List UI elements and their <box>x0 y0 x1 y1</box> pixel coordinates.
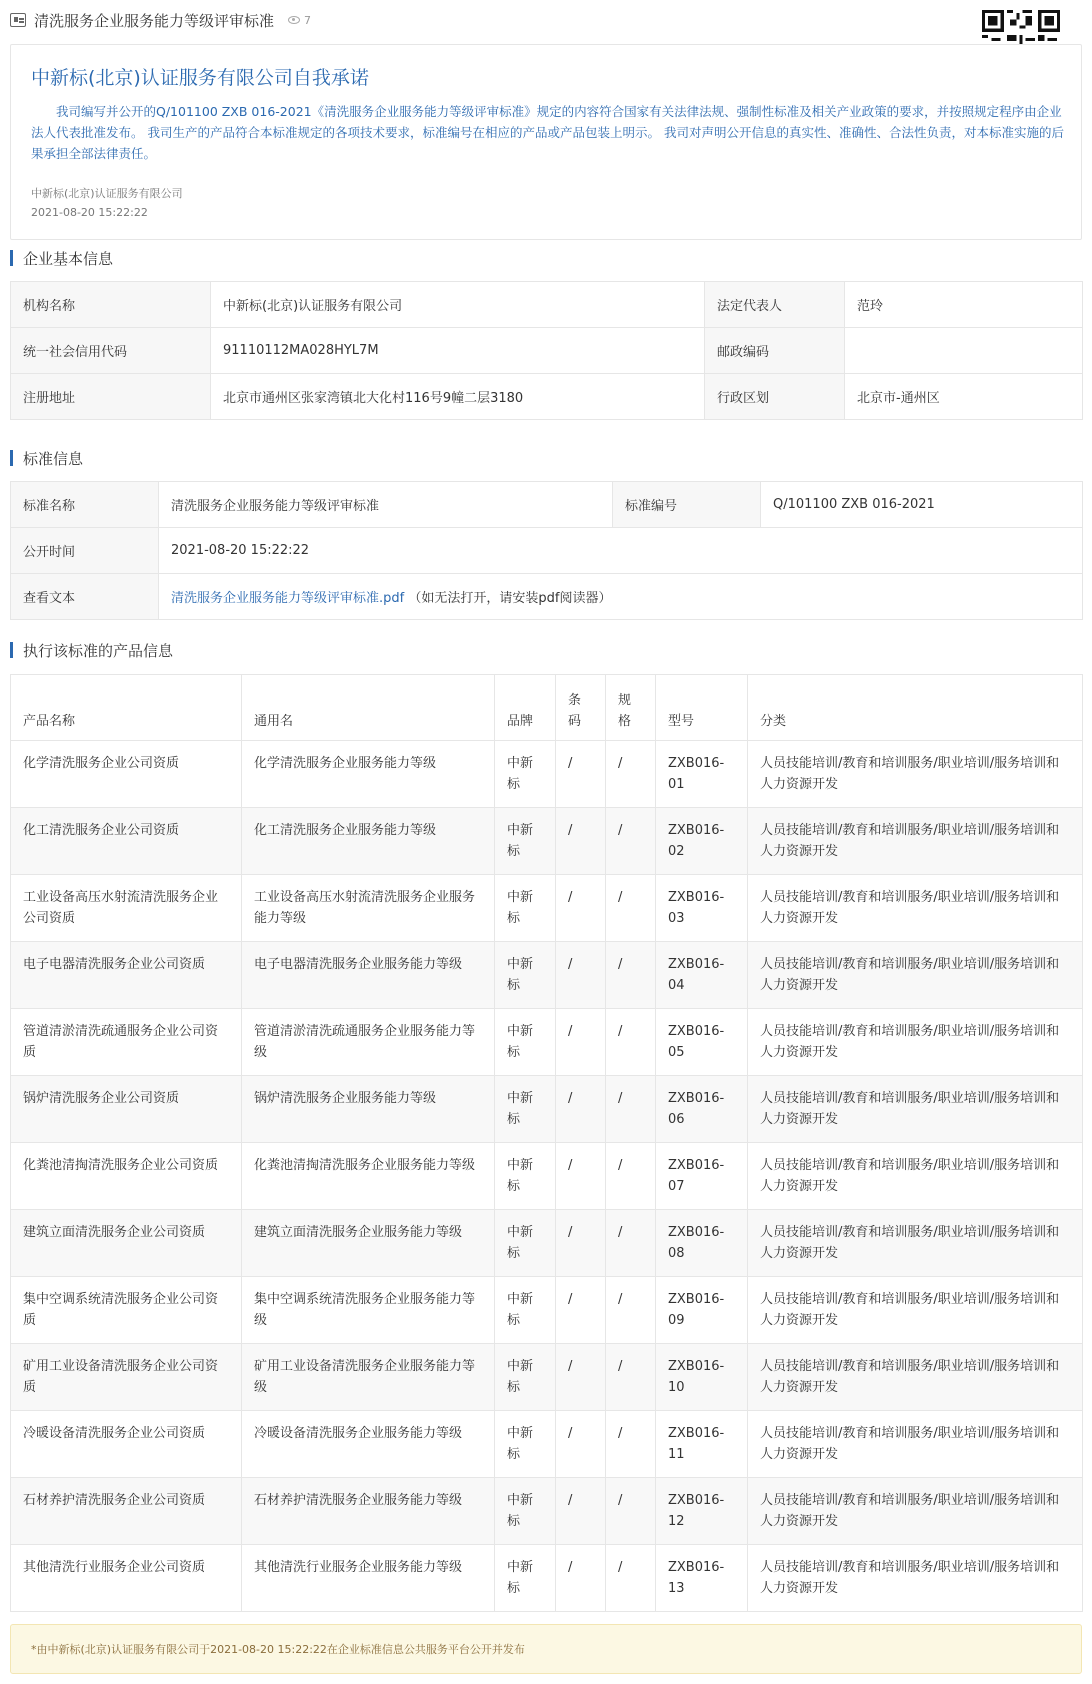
spec: / <box>606 808 656 875</box>
barcode: / <box>556 875 606 942</box>
org-name-label: 机构名称 <box>11 282 211 328</box>
publish-footnote <box>10 1624 1082 1674</box>
table-row <box>11 1076 1083 1143</box>
section-enterprise-heading <box>10 247 113 269</box>
spec: / <box>606 1277 656 1344</box>
common-name: 石材养护清洗服务企业服务能力等级 <box>242 1478 495 1545</box>
model: ZXB016-06 <box>656 1076 748 1143</box>
document-icon <box>10 13 26 27</box>
postcode-value <box>845 328 1083 374</box>
products-table <box>10 674 1083 1612</box>
spec: / <box>606 1411 656 1478</box>
pdf-hint: （如无法打开，请安装pdf阅读器） <box>408 591 612 606</box>
model: ZXB016-11 <box>656 1411 748 1478</box>
category: 人员技能培训/教育和培训服务/职业培训/服务培训和人力资源开发 <box>748 1076 1083 1143</box>
common-name: 管道清淤清洗疏通服务企业服务能力等级 <box>242 1009 495 1076</box>
org-name-value: 中新标(北京)认证服务有限公司 <box>211 282 705 328</box>
spec: / <box>606 1143 656 1210</box>
common-name: 化工清洗服务企业服务能力等级 <box>242 808 495 875</box>
product-name: 锅炉清洗服务企业公司资质 <box>11 1076 242 1143</box>
col-spec: 规格 <box>606 675 656 741</box>
col-model: 型号 <box>656 675 748 741</box>
table-row <box>11 328 1083 374</box>
table-row <box>11 808 1083 875</box>
table-row <box>11 1210 1083 1277</box>
product-name: 电子电器清洗服务企业公司资质 <box>11 942 242 1009</box>
model: ZXB016-04 <box>656 942 748 1009</box>
product-name: 石材养护清洗服务企业公司资质 <box>11 1478 242 1545</box>
barcode: / <box>556 1545 606 1612</box>
section-products-heading <box>10 639 173 661</box>
table-row <box>11 1344 1083 1411</box>
category: 人员技能培训/教育和培训服务/职业培训/服务培训和人力资源开发 <box>748 1143 1083 1210</box>
table-row <box>11 482 1083 528</box>
col-category: 分类 <box>748 675 1083 741</box>
category: 人员技能培训/教育和培训服务/职业培训/服务培训和人力资源开发 <box>748 741 1083 808</box>
product-name: 化粪池清掏清洗服务企业公司资质 <box>11 1143 242 1210</box>
standard-info-table <box>10 481 1083 620</box>
legal-rep-label: 法定代表人 <box>705 282 845 328</box>
standard-number-label: 标准编号 <box>613 482 761 528</box>
region-value: 北京市-通州区 <box>845 374 1083 420</box>
credit-code-value: 91110112MA028HYL7M <box>211 328 705 374</box>
product-name: 冷暖设备清洗服务企业公司资质 <box>11 1411 242 1478</box>
category: 人员技能培训/教育和培训服务/职业培训/服务培训和人力资源开发 <box>748 1009 1083 1076</box>
barcode: / <box>556 1143 606 1210</box>
product-name: 集中空调系统清洗服务企业公司资质 <box>11 1277 242 1344</box>
common-name: 化学清洗服务企业服务能力等级 <box>242 741 495 808</box>
view-count-value: 7 <box>304 13 312 27</box>
pledge-title: 中新标(北京)认证服务有限公司自我承诺 <box>31 67 369 89</box>
common-name: 矿用工业设备清洗服务企业服务能力等级 <box>242 1344 495 1411</box>
product-name: 工业设备高压水射流清洗服务企业公司资质 <box>11 875 242 942</box>
brand: 中新标 <box>495 1545 556 1612</box>
barcode: / <box>556 942 606 1009</box>
brand: 中新标 <box>495 1210 556 1277</box>
eye-icon <box>288 16 300 24</box>
spec: / <box>606 1076 656 1143</box>
pledge-body: 我司编写并公开的Q/101100 ZXB 016-2021《清洗服务企业服务能力等级评审标准》规定的内容符合国家有关法律法规、强制性标准及相关产业政策的要求，并按照规定程序由企业法人代表批准发布。 我司生产的产品符合本标准规定的各项技术要求，标准编号在相应的产品或产品包装上明示。 我司对声明公开信息的真实性、准确性、合法性负责，对本标准实施的后果承担全部法律责任。 <box>31 104 1064 161</box>
postcode-label: 邮政编码 <box>705 328 845 374</box>
brand: 中新标 <box>495 875 556 942</box>
model: ZXB016-12 <box>656 1478 748 1545</box>
barcode: / <box>556 1277 606 1344</box>
product-name: 化学清洗服务企业公司资质 <box>11 741 242 808</box>
table-row <box>11 1478 1083 1545</box>
common-name: 集中空调系统清洗服务企业服务能力等级 <box>242 1277 495 1344</box>
self-pledge-panel <box>10 44 1082 240</box>
category: 人员技能培训/教育和培训服务/职业培训/服务培训和人力资源开发 <box>748 1545 1083 1612</box>
spec: / <box>606 942 656 1009</box>
table-row <box>11 374 1083 420</box>
address-value: 北京市通州区张家湾镇北大化村116号9幢二层3180 <box>211 374 705 420</box>
barcode: / <box>556 1076 606 1143</box>
common-name: 建筑立面清洗服务企业服务能力等级 <box>242 1210 495 1277</box>
section-marker <box>10 450 13 466</box>
barcode: / <box>556 741 606 808</box>
enterprise-info-table <box>10 281 1083 420</box>
spec: / <box>606 1210 656 1277</box>
common-name: 冷暖设备清洗服务企业服务能力等级 <box>242 1411 495 1478</box>
common-name: 其他清洗行业服务企业服务能力等级 <box>242 1545 495 1612</box>
section-title: 执行该标准的产品信息 <box>23 641 174 660</box>
model: ZXB016-05 <box>656 1009 748 1076</box>
col-brand: 品牌 <box>495 675 556 741</box>
spec: / <box>606 1009 656 1076</box>
category: 人员技能培训/教育和培训服务/职业培训/服务培训和人力资源开发 <box>748 808 1083 875</box>
barcode: / <box>556 1411 606 1478</box>
section-standard-heading <box>10 447 83 469</box>
spec: / <box>606 741 656 808</box>
table-header-row <box>11 675 1083 741</box>
standard-name-label: 标准名称 <box>11 482 159 528</box>
standard-name-value: 清洗服务企业服务能力等级评审标准 <box>159 482 613 528</box>
table-row <box>11 1545 1083 1612</box>
pledge-company: 中新标(北京)认证服务有限公司 <box>31 187 183 200</box>
category: 人员技能培训/教育和培训服务/职业培训/服务培训和人力资源开发 <box>748 1344 1083 1411</box>
col-product-name: 产品名称 <box>11 675 242 741</box>
brand: 中新标 <box>495 741 556 808</box>
table-row <box>11 1277 1083 1344</box>
table-row <box>11 282 1083 328</box>
barcode: / <box>556 1478 606 1545</box>
category: 人员技能培训/教育和培训服务/职业培训/服务培训和人力资源开发 <box>748 1210 1083 1277</box>
section-title: 标准信息 <box>23 449 84 468</box>
product-name: 管道清淤清洗疏通服务企业公司资质 <box>11 1009 242 1076</box>
table-row <box>11 741 1083 808</box>
model: ZXB016-08 <box>656 1210 748 1277</box>
model: ZXB016-03 <box>656 875 748 942</box>
barcode: / <box>556 1344 606 1411</box>
common-name: 锅炉清洗服务企业服务能力等级 <box>242 1076 495 1143</box>
category: 人员技能培训/教育和培训服务/职业培训/服务培训和人力资源开发 <box>748 1478 1083 1545</box>
brand: 中新标 <box>495 808 556 875</box>
col-barcode: 条码 <box>556 675 606 741</box>
category: 人员技能培训/教育和培训服务/职业培训/服务培训和人力资源开发 <box>748 1277 1083 1344</box>
brand: 中新标 <box>495 942 556 1009</box>
page-title: 清洗服务企业服务能力等级评审标准 <box>34 11 275 30</box>
common-name: 工业设备高压水射流清洗服务企业服务能力等级 <box>242 875 495 942</box>
publish-time-value: 2021-08-20 15:22:22 <box>159 528 1083 574</box>
table-row <box>11 1411 1083 1478</box>
section-marker <box>10 642 13 658</box>
legal-rep-value: 范玲 <box>845 282 1083 328</box>
credit-code-label: 统一社会信用代码 <box>11 328 211 374</box>
spec: / <box>606 1344 656 1411</box>
pdf-download-link[interactable]: 清洗服务企业服务能力等级评审标准.pdf <box>171 591 405 606</box>
model: ZXB016-02 <box>656 808 748 875</box>
brand: 中新标 <box>495 1478 556 1545</box>
region-label: 行政区划 <box>705 374 845 420</box>
product-name: 矿用工业设备清洗服务企业公司资质 <box>11 1344 242 1411</box>
view-count <box>288 14 311 27</box>
product-name: 其他清洗行业服务企业公司资质 <box>11 1545 242 1612</box>
table-row <box>11 875 1083 942</box>
model: ZXB016-13 <box>656 1545 748 1612</box>
spec: / <box>606 1545 656 1612</box>
view-text-cell <box>159 574 1083 620</box>
top-bar <box>10 8 311 32</box>
spec: / <box>606 875 656 942</box>
table-row <box>11 1143 1083 1210</box>
common-name: 化粪池清掏清洗服务企业服务能力等级 <box>242 1143 495 1210</box>
col-common-name: 通用名 <box>242 675 495 741</box>
section-marker <box>10 250 13 266</box>
barcode: / <box>556 1210 606 1277</box>
category: 人员技能培训/教育和培训服务/职业培训/服务培训和人力资源开发 <box>748 1411 1083 1478</box>
brand: 中新标 <box>495 1277 556 1344</box>
table-row <box>11 942 1083 1009</box>
brand: 中新标 <box>495 1344 556 1411</box>
product-name: 建筑立面清洗服务企业公司资质 <box>11 1210 242 1277</box>
brand: 中新标 <box>495 1143 556 1210</box>
footnote-text: *由中新标(北京)认证服务有限公司于2021-08-20 15:22:22在企业标准信息公共服务平台公开并发布 <box>31 1643 525 1656</box>
table-row <box>11 574 1083 620</box>
section-title: 企业基本信息 <box>23 249 114 268</box>
table-row <box>11 528 1083 574</box>
model: ZXB016-07 <box>656 1143 748 1210</box>
standard-number-value: Q/101100 ZXB 016-2021 <box>761 482 1083 528</box>
spec: / <box>606 1478 656 1545</box>
brand: 中新标 <box>495 1009 556 1076</box>
model: ZXB016-10 <box>656 1344 748 1411</box>
address-label: 注册地址 <box>11 374 211 420</box>
barcode: / <box>556 1009 606 1076</box>
category: 人员技能培训/教育和培训服务/职业培训/服务培训和人力资源开发 <box>748 942 1083 1009</box>
barcode: / <box>556 808 606 875</box>
view-text-label: 查看文本 <box>11 574 159 620</box>
publish-time-label: 公开时间 <box>11 528 159 574</box>
brand: 中新标 <box>495 1076 556 1143</box>
common-name: 电子电器清洗服务企业服务能力等级 <box>242 942 495 1009</box>
model: ZXB016-01 <box>656 741 748 808</box>
category: 人员技能培训/教育和培训服务/职业培训/服务培训和人力资源开发 <box>748 875 1083 942</box>
brand: 中新标 <box>495 1411 556 1478</box>
product-name: 化工清洗服务企业公司资质 <box>11 808 242 875</box>
table-row <box>11 1009 1083 1076</box>
pledge-datetime: 2021-08-20 15:22:22 <box>31 206 148 219</box>
model: ZXB016-09 <box>656 1277 748 1344</box>
